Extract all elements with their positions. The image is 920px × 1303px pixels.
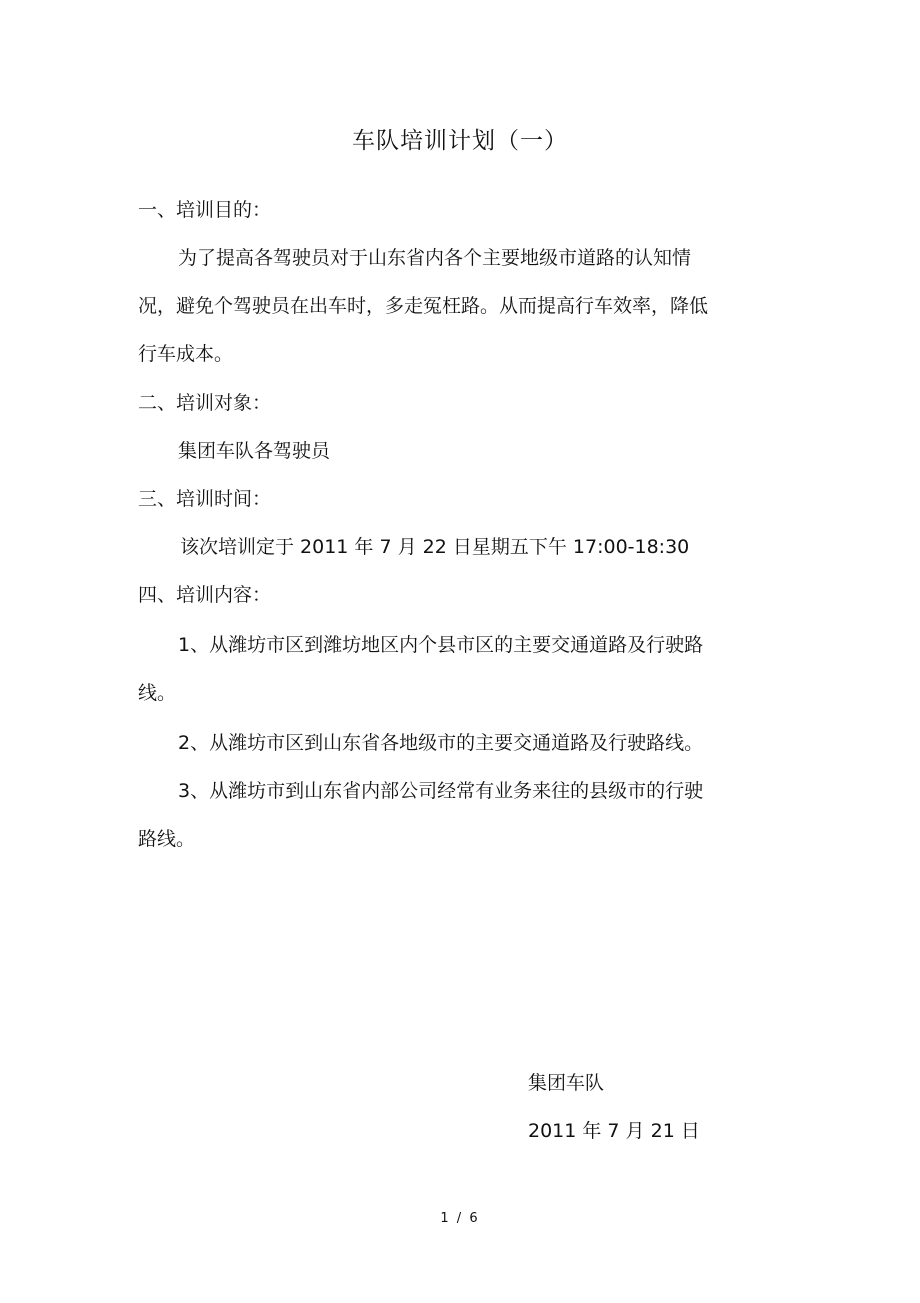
section-heading-content: 四、培训内容： — [138, 584, 272, 606]
purpose-line-1: 为了提高各驾驶员对于山东省内各个主要地级市道路的认知情 — [178, 247, 692, 269]
content-line-1: 1、从潍坊市区到潍坊地区内个县市区的主要交通道路及行驶路 — [178, 634, 704, 656]
content-line-2: 线。 — [138, 682, 177, 704]
purpose-line-3: 行车成本。 — [138, 343, 234, 365]
content-line-5: 路线。 — [138, 828, 196, 850]
content-line-4: 3、从潍坊市到山东省内部公司经常有业务来往的县级市的行驶 — [178, 780, 704, 802]
time-line-1: 该次培训定于 2011 年 7 月 22 日星期五下午 17:00-18:30 — [180, 536, 690, 558]
page-indicator: 1 / 6 — [440, 1211, 480, 1226]
section-heading-audience: 二、培训对象： — [138, 392, 272, 414]
content-line-3: 2、从潍坊市区到山东省各地级市的主要交通道路及行驶路线。 — [178, 732, 704, 754]
signature-organization: 集团车队 — [528, 1072, 605, 1094]
document-title: 车队培训计划（一） — [352, 128, 568, 154]
audience-line-1: 集团车队各驾驶员 — [178, 440, 331, 462]
purpose-line-2: 况，避免个驾驶员在出车时，多走冤枉路。从而提高行车效率，降低 — [138, 295, 709, 317]
section-heading-time: 三、培训时间： — [138, 488, 272, 510]
section-heading-purpose: 一、培训目的： — [138, 199, 272, 221]
signature-date: 2011 年 7 月 21 日 — [528, 1120, 700, 1142]
